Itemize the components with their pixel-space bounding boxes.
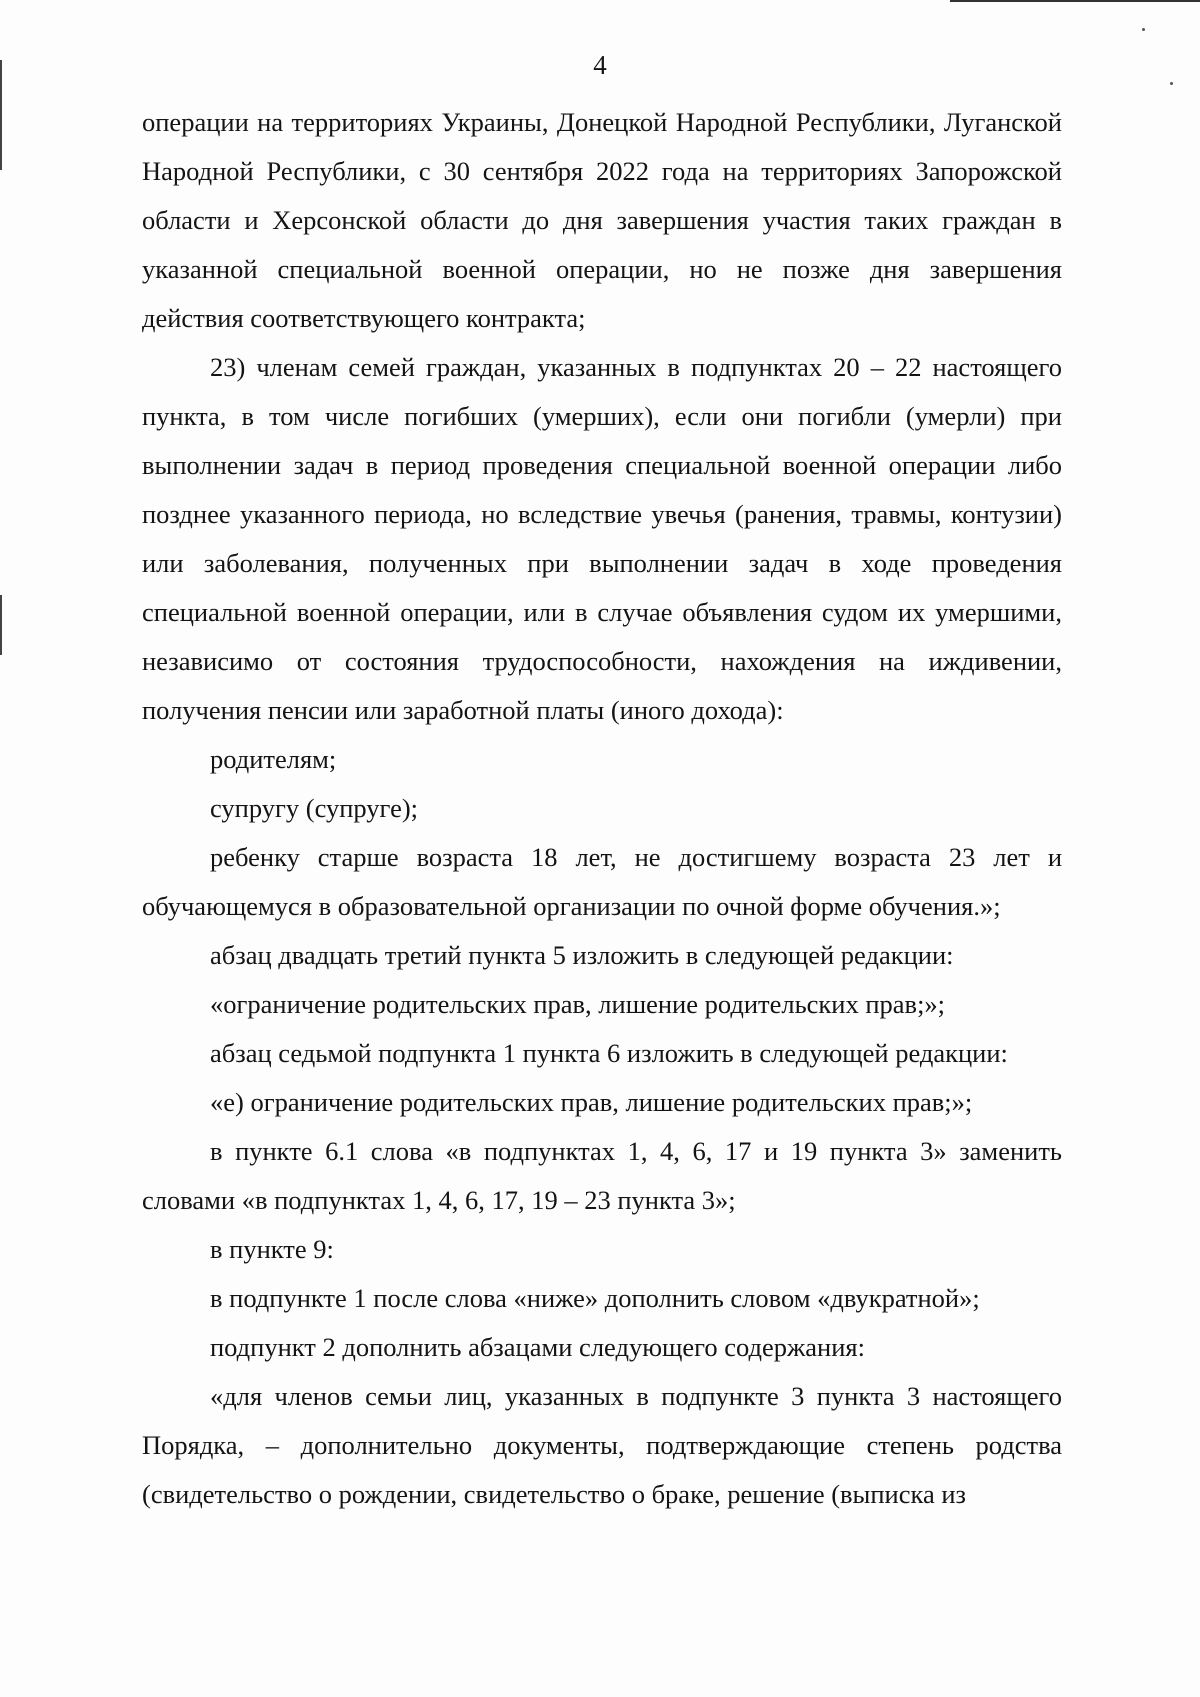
paragraph: 23) членам семей граждан, указанных в подпунктах 20 – 22 настоящего пункта, в том числе погибших (умерших), если они погибли (умерли) при выполнении задач в период проведения специальной военной операции либо позднее указанного периода, но вследствие увечья (ранения, травмы, контузии) или заболевания, полученных при выполнении задач в ходе проведения специальной военной операции, или в случае объявления судом их умершими, независимо от состояния трудоспособности, нахождения на иждивении, получения пенсии или заработной платы (иного дохода): — [142, 352, 1062, 725]
paragraph: в подпункте 1 после слова «ниже» дополнить словом «двукратной»; — [210, 1283, 980, 1313]
paragraph: абзац двадцать третий пункта 5 изложить в следующей редакции: — [210, 940, 954, 970]
paragraph: в пункте 9: — [210, 1234, 334, 1264]
scan-edge-line — [950, 0, 1200, 2]
scan-speck — [1142, 28, 1145, 31]
paragraph: родителям; — [210, 744, 337, 774]
paragraph: «ограничение родительских прав, лишение родительских прав;»; — [210, 989, 946, 1019]
paragraph: супругу (супруге); — [210, 793, 419, 823]
page-number: 4 — [593, 50, 607, 80]
paragraph: в пункте 6.1 слова «в подпунктах 1, 4, 6, 17 и 19 пункта 3» заменить словами «в подпунктах 1, 4, 6, 17, 19 – 23 пункта 3»; — [142, 1136, 1062, 1215]
paragraph: ребенку старше возраста 18 лет, не достигшему возраста 23 лет и обучающемуся в образовательной организации по очной форме обучения.»; — [142, 842, 1062, 921]
document-body — [142, 98, 1062, 1519]
paragraph: подпункт 2 дополнить абзацами следующего содержания: — [210, 1332, 865, 1362]
paragraph: операции на территориях Украины, Донецкой Народной Республики, Луганской Народной Республики, с 30 сентября 2022 года на территориях Запорожской области и Херсонской области до дня завершения участия таких граждан в указанной специальной военной операции, но не позже дня завершения действия соответствующего контракта; — [142, 107, 1062, 333]
paragraph: «для членов семьи лиц, указанных в подпункте 3 пункта 3 настоящего Порядка, – дополнительно документы, подтверждающие степень родства (свидетельство о рождении, свидетельство о браке, решение (выписка из — [142, 1381, 1062, 1509]
paragraph: «е) ограничение родительских прав, лишение родительских прав;»; — [210, 1087, 973, 1117]
scan-edge-mark — [0, 595, 2, 655]
paragraph: абзац седьмой подпункта 1 пункта 6 изложить в следующей редакции: — [210, 1038, 1008, 1068]
scan-speck — [1170, 82, 1173, 85]
